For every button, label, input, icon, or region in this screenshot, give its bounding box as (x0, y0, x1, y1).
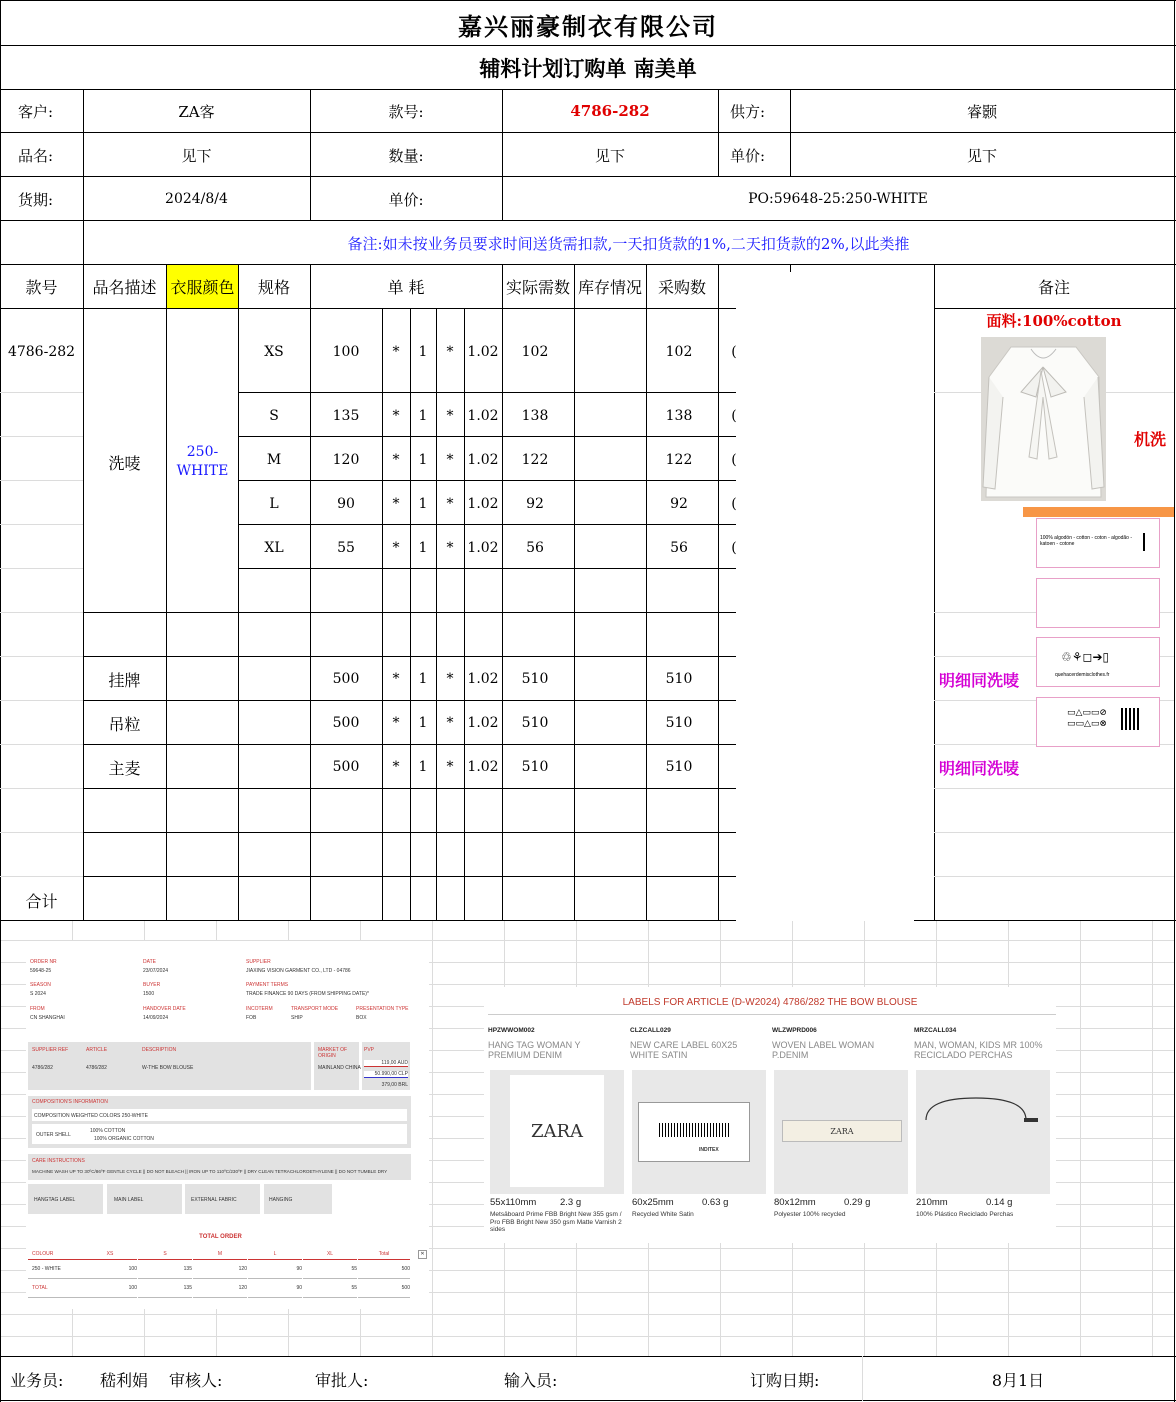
accessory-row-f2: 1.02 (467, 759, 499, 775)
label-weight: 0.63 g (702, 1197, 729, 1208)
supplier-ref-label: SUPPLIER REF (32, 1047, 69, 1053)
supplier-label: 供方: (730, 102, 766, 121)
order-grid-header: M (193, 1249, 247, 1260)
accessory-row-need: 510 (521, 671, 549, 687)
label-size: 55x110mm (490, 1197, 537, 1208)
market-label: MARKET OF ORIGIN (318, 1047, 348, 1059)
size-row-qty: 135 (332, 408, 360, 424)
header-stock: 库存情况 (577, 278, 642, 297)
grid-line (934, 876, 1174, 877)
external-fabric-text: EXTERNAL FABRIC (191, 1197, 237, 1203)
size-row-qty: 90 (337, 496, 355, 512)
price-value: 见下 (966, 146, 997, 165)
pvp-brl: 379,00 BRL (381, 1082, 408, 1088)
header-description: 品名描述 (92, 278, 157, 297)
accessory-row-qty: 500 (332, 759, 360, 775)
hanger-icon (916, 1070, 1050, 1194)
size-row-c: ( (731, 540, 737, 556)
handover-value: 14/09/2024 (143, 1015, 169, 1021)
from-label: FROM (30, 1006, 45, 1012)
header-size: 规格 (257, 278, 290, 297)
inditex-logo: INDITEX (699, 1147, 719, 1153)
accessory-row-f2: 1.02 (467, 671, 499, 687)
product-label: 品名: (18, 146, 54, 165)
outer-shell-2: 100% ORGANIC COTTON (94, 1136, 154, 1142)
incoterm-label: INCOTERM (246, 1006, 273, 1012)
grid-line (0, 788, 83, 789)
size-row-f2: 1.02 (467, 496, 499, 512)
expand-icon: ✕ (418, 1250, 427, 1259)
label-size: 210mm (916, 1197, 948, 1208)
barcode-icon (659, 1123, 729, 1137)
qty-label: 数量: (388, 146, 424, 165)
size-row-f1: 1 (418, 344, 428, 360)
label-size: 60x25mm (632, 1197, 674, 1208)
label-code: CLZCALL029 (630, 1027, 671, 1034)
size-row-m1: * (392, 344, 400, 360)
size-row-m1: * (392, 540, 400, 556)
label-code: MRZCALL034 (914, 1027, 957, 1034)
size-row-f2: 1.02 (467, 540, 499, 556)
order-grid-header: Total (358, 1249, 410, 1260)
hangtag-label-text: HANGTAG LABEL (34, 1197, 76, 1203)
delivery-value: 2024/8/4 (165, 191, 228, 207)
grid-line (934, 788, 1174, 789)
size-row-m2: * (446, 452, 454, 468)
order-grid-cell: 135 (138, 1260, 192, 1279)
header-color: 衣服颜色 (167, 265, 238, 308)
size-row-m2: * (446, 540, 454, 556)
size-row-need: 102 (521, 344, 549, 360)
accessory-row-m2: * (446, 715, 454, 731)
order-grid-cell: 90 (248, 1279, 302, 1298)
accessory-row-f1: 1 (418, 671, 428, 687)
size-row-need: 92 (526, 496, 544, 512)
accessory-row-f1: 1 (418, 715, 428, 731)
size-row-qty: 100 (332, 344, 360, 360)
rule (238, 392, 736, 393)
size-row-m2: * (446, 344, 454, 360)
size-row-f1: 1 (418, 540, 428, 556)
labels-title: LABELS FOR ARTICLE (D-W2024) 4786/282 THE BOW BLOUSE (622, 997, 918, 1008)
rule (574, 264, 575, 920)
outer-shell-label: OUTER SHELL (36, 1132, 71, 1138)
season-value: S 2024 (30, 991, 46, 997)
size-row-m1: * (392, 496, 400, 512)
care-title: CARE INSTRUCTIONS (32, 1158, 85, 1164)
rule (934, 264, 935, 920)
article-label: ARTICLE (86, 1047, 108, 1053)
label-name: WOVEN LABEL WOMAN P.DENIM (772, 1040, 875, 1060)
item-wash-label: 洗唛 (108, 453, 141, 473)
wash-symbols-icon: ▭△▭▭⊘ ▭▭△▭⊗ (1067, 708, 1107, 729)
label-name: NEW CARE LABEL 60X25 WHITE SATIN (630, 1040, 738, 1060)
incoterm-value: FOB (246, 1015, 257, 1021)
order-date-label: 订购日期: (750, 1370, 820, 1390)
po-value: PO:59648-25:250-WHITE (748, 191, 928, 207)
rule (0, 0, 1176, 1)
rule (1174, 0, 1175, 1402)
size-row-qty: 120 (332, 452, 360, 468)
supplier-label: SUPPLIER (246, 959, 271, 965)
transport-label: TRANSPORT MODE (291, 1006, 339, 1012)
grid-line (0, 392, 83, 393)
order-grid-cell: 250 - WHITE (28, 1260, 86, 1279)
order-grid-cell: 55 (303, 1260, 357, 1279)
season-label: SEASON (30, 982, 51, 988)
grid-line (0, 876, 83, 877)
blank-label-sample (1036, 578, 1160, 628)
rule (790, 264, 791, 272)
label-name: HANG TAG WOMAN Y PREMIUM DENIM (488, 1040, 581, 1060)
color-cell: 250-WHITE (176, 444, 229, 479)
order-grid-cell: TOTAL (28, 1279, 86, 1298)
label-code: WLZWPRD006 (772, 1027, 817, 1034)
grid-line (0, 832, 83, 833)
size-row-c: ( (731, 408, 737, 424)
total-order-title: TOTAL ORDER (199, 1234, 242, 1240)
size-row-qty: 55 (337, 540, 355, 556)
label-image (490, 1070, 624, 1194)
grid-line (0, 744, 83, 745)
header-consumption: 单 耗 (387, 278, 425, 297)
size-row-f2: 1.02 (467, 344, 499, 360)
payment-value: TRADE FINANCE 90 DAYS (FROM SHIPPING DATE)* (246, 991, 369, 997)
grid-line (0, 700, 83, 701)
company-name: 嘉兴丽豪制衣有限公司 (458, 11, 718, 41)
product-value: 见下 (181, 146, 212, 165)
accessory-row-qty: 500 (332, 715, 360, 731)
grid-line (862, 1356, 863, 1401)
same-as-wash-remark-2: 明细同洗唛 (938, 758, 1019, 778)
accessory-row-buy: 510 (665, 715, 693, 731)
accessory-row-m1: * (392, 671, 400, 687)
payment-label: PAYMENT TERMS (246, 982, 289, 988)
size-row-c: ( (731, 496, 737, 512)
price-label: 单价: (730, 146, 766, 165)
accessory-row-m2: * (446, 671, 454, 687)
order-grid-cell: 100 (83, 1260, 137, 1279)
order-grid-cell: 90 (248, 1260, 302, 1279)
size-row-size: M (266, 452, 282, 468)
care-box (28, 1154, 411, 1180)
description-label: DESCRIPTION (142, 1047, 177, 1053)
label-desc: 100% Plástico Reciclado Perchas (916, 1211, 1014, 1218)
outer-shell-1: 100% COTTON (90, 1128, 126, 1134)
salesman-value: 嵇利娟 (100, 1370, 149, 1390)
supplier-ref-value: 4786/282 (32, 1065, 53, 1071)
transport-value: SHIP (291, 1015, 303, 1021)
accessory-row-buy: 510 (665, 671, 693, 687)
description-value: W-THE BOW BLOUSE (142, 1065, 194, 1071)
order-sheet (26, 941, 429, 1309)
presentation-label: PRESENTATION TYPE (356, 1006, 409, 1012)
rule (83, 832, 736, 833)
size-row-buy: 92 (670, 496, 688, 512)
grid-line (1152, 921, 1153, 1356)
from-value: CN SHANGHAI (30, 1015, 65, 1021)
woven-label-brand: ZARA (782, 1120, 902, 1142)
note: 备注:如未按业务员要求时间送货需扣款,一天扣货款的1%,二天扣货款的2%,以此类推 (347, 234, 910, 253)
supplier-value: JIAXING VISION GARMENT CO., LTD - 04786 (246, 968, 351, 974)
order-grid-header: COLOUR (28, 1249, 86, 1260)
label-weight: 0.14 g (986, 1197, 1013, 1208)
accessory-row-buy: 510 (665, 759, 693, 775)
size-row-f1: 1 (418, 408, 428, 424)
size-row-size: S (269, 408, 279, 424)
hang-tag-brand: ZARA (510, 1075, 604, 1187)
accessory-row-need: 510 (521, 715, 549, 731)
same-as-wash-remark-1: 明细同洗唛 (938, 670, 1019, 690)
label-name: MAN, WOMAN, KIDS MR 100% RECICLADO PERCHAS (914, 1040, 1043, 1060)
grid-line (0, 656, 83, 657)
size-row-m1: * (392, 408, 400, 424)
style-value: 4786-282 (570, 102, 650, 120)
grid-line (1, 1336, 1174, 1337)
rule (0, 308, 736, 309)
label-desc: Recycled White Satin (632, 1211, 694, 1218)
pvp-label: PVP (364, 1047, 375, 1053)
care-label-image (638, 1102, 750, 1162)
grid-line (0, 612, 83, 613)
barcode-mark (1143, 533, 1145, 551)
label-image (632, 1070, 766, 1194)
size-row-buy: 56 (670, 540, 688, 556)
cover-block (736, 266, 914, 936)
label-desc: Metsäboard Prime FBB Bright New 355 gsm / Pro FBB Bright New 350 gsm Matte Varnish 2 sides (490, 1211, 622, 1233)
label-image (774, 1070, 908, 1194)
accessory-row-m2: * (446, 759, 454, 775)
blouse-photo (981, 337, 1106, 501)
grid-line (0, 524, 83, 525)
order-grid-header: XS (83, 1249, 137, 1260)
outer-shell-box (32, 1124, 407, 1144)
care-text: MACHINE WASH UP TO 30ºC/86ºF GENTLE CYCLE || DO NOT BLEACH || IRON UP TO 110ºC/230ºF || DRY CLEAN TETRACHLOROETHYLENE || DO NOT TUMBLE DRY (32, 1169, 388, 1174)
label-code: HPZWWOM002 (488, 1027, 535, 1034)
size-row-f2: 1.02 (467, 408, 499, 424)
pvp-aud: 119,00 AUD (364, 1060, 408, 1067)
order-grid-cell: 120 (193, 1279, 247, 1298)
size-row-size: L (269, 496, 279, 512)
rule (0, 45, 1176, 46)
labels-rule (488, 1014, 1056, 1015)
composition-title: COMPOSITION'S INFORMATION (32, 1099, 108, 1105)
order-nr-label: ORDER NR (30, 959, 57, 965)
rule (166, 264, 167, 920)
order-grid-header: L (248, 1249, 302, 1260)
label-desc: Polyester 100% recycled (774, 1211, 846, 1218)
accessory-row-f1: 1 (418, 759, 428, 775)
style-label: 款号: (388, 102, 424, 121)
grid-line (1080, 921, 1081, 1356)
size-row-need: 56 (526, 540, 544, 556)
buyer-label: BUYER (143, 982, 161, 988)
orange-strip (1023, 507, 1174, 517)
article-value: 4786/282 (86, 1065, 107, 1071)
buyer-value: 1500 (143, 991, 155, 997)
order-grid-cell: 500 (358, 1279, 410, 1298)
date-label: DATE (143, 959, 156, 965)
grid-line (0, 436, 83, 437)
header-style-no: 款号 (25, 278, 58, 297)
care-symbols-icon: ♲⚘◻➔▯ (1061, 650, 1110, 664)
header-remark: 备注 (1037, 278, 1070, 297)
style-no-cell: 4786-282 (7, 344, 76, 360)
accessory-row-f2: 1.02 (467, 715, 499, 731)
label-image (916, 1070, 1050, 1194)
care-symbols-label-sample (1036, 697, 1160, 747)
salesman-label: 业务员: (10, 1370, 64, 1390)
size-row-m2: * (446, 496, 454, 512)
size-row-f2: 1.02 (467, 452, 499, 468)
checker-label: 审核人: (169, 1370, 223, 1390)
size-row-buy: 102 (665, 344, 693, 360)
header-need: 实际需数 (505, 278, 570, 297)
inputter-label: 输入员: (504, 1370, 558, 1390)
order-grid-cell: 55 (303, 1279, 357, 1298)
hanging-text: HANGING (269, 1197, 293, 1203)
customer-label: 客户: (18, 102, 54, 121)
rule (718, 89, 719, 177)
date-value: 23/07/2024 (143, 968, 169, 974)
size-row-buy: 138 (665, 408, 693, 424)
size-row-f1: 1 (418, 496, 428, 512)
delivery-label: 货期: (18, 190, 54, 209)
approver-label: 审批人: (315, 1370, 369, 1390)
supplier-value: 睿颢 (966, 102, 997, 121)
order-date-value: 8月1日 (991, 1370, 1045, 1390)
accessory-row-item: 挂牌 (108, 670, 141, 690)
label-size: 80x12mm (774, 1197, 816, 1208)
qr-code-icon (1121, 708, 1141, 730)
care-label-sample: ♲⚘◻➔▯ quehacerdemisclothes.fr (1036, 637, 1160, 687)
handover-label: HANDOVER DATE (143, 1006, 186, 1012)
fabric-remark: 面料:100%cotton (986, 311, 1122, 330)
size-row-c: ( (731, 452, 737, 468)
presentation-value: BOX (356, 1015, 367, 1021)
label-weight: 2.3 g (560, 1197, 582, 1208)
accessory-row-item: 主麦 (108, 758, 141, 778)
document-title: 辅料计划订购单 南美单 (479, 56, 697, 81)
order-grid-header: S (138, 1249, 192, 1260)
size-row-m2: * (446, 408, 454, 424)
accessory-row-m1: * (392, 715, 400, 731)
label-weight: 0.29 g (844, 1197, 871, 1208)
order-grid-cell: 500 (358, 1260, 410, 1279)
total-label: 合计 (25, 891, 58, 911)
customer-value: ZA客 (178, 102, 215, 121)
header-buy: 采购数 (657, 278, 706, 297)
size-row-need: 122 (521, 452, 549, 468)
size-row-f1: 1 (418, 452, 428, 468)
grid-line (432, 921, 433, 1356)
price2-label: 单价: (388, 190, 424, 209)
order-grid-cell: 100 (83, 1279, 137, 1298)
size-row-c: ( (731, 344, 737, 360)
order-grid-cell: 135 (138, 1279, 192, 1298)
size-row-buy: 122 (665, 452, 693, 468)
accessory-row-m1: * (392, 759, 400, 775)
grid-line (1, 1314, 1174, 1315)
order-grid-cell: 120 (193, 1260, 247, 1279)
qty-value: 见下 (594, 146, 625, 165)
order-nr: 59648-25 (30, 968, 52, 974)
accessory-row-qty: 500 (332, 671, 360, 687)
size-row-size: XS (264, 344, 284, 360)
rule (83, 876, 736, 877)
grid-line (934, 832, 1174, 833)
main-label-text: MAIN LABEL (114, 1197, 144, 1203)
rule (718, 264, 719, 920)
wash-remark: 机洗 (1133, 429, 1166, 449)
accessory-row-need: 510 (521, 759, 549, 775)
labels-sheet (484, 987, 1056, 1243)
grid-line (0, 480, 83, 481)
accessory-row-item: 吊粒 (108, 714, 141, 734)
pvp-clp: 50.990,00 CLP (364, 1071, 408, 1078)
market-value: MAINLAND CHINA (318, 1065, 361, 1071)
size-row-need: 138 (521, 408, 549, 424)
grid-line (0, 568, 83, 569)
size-row-m1: * (392, 452, 400, 468)
size-row-size: XL (264, 540, 284, 556)
composition-label-sample: 100% algodón - cotton - coton - algodão - katoen - cotone (1036, 518, 1160, 568)
order-grid-header: XL (303, 1249, 357, 1260)
composition-line: COMPOSITION WEIGHTED COLORS 250-WHITE (34, 1113, 148, 1119)
rule (83, 612, 736, 613)
